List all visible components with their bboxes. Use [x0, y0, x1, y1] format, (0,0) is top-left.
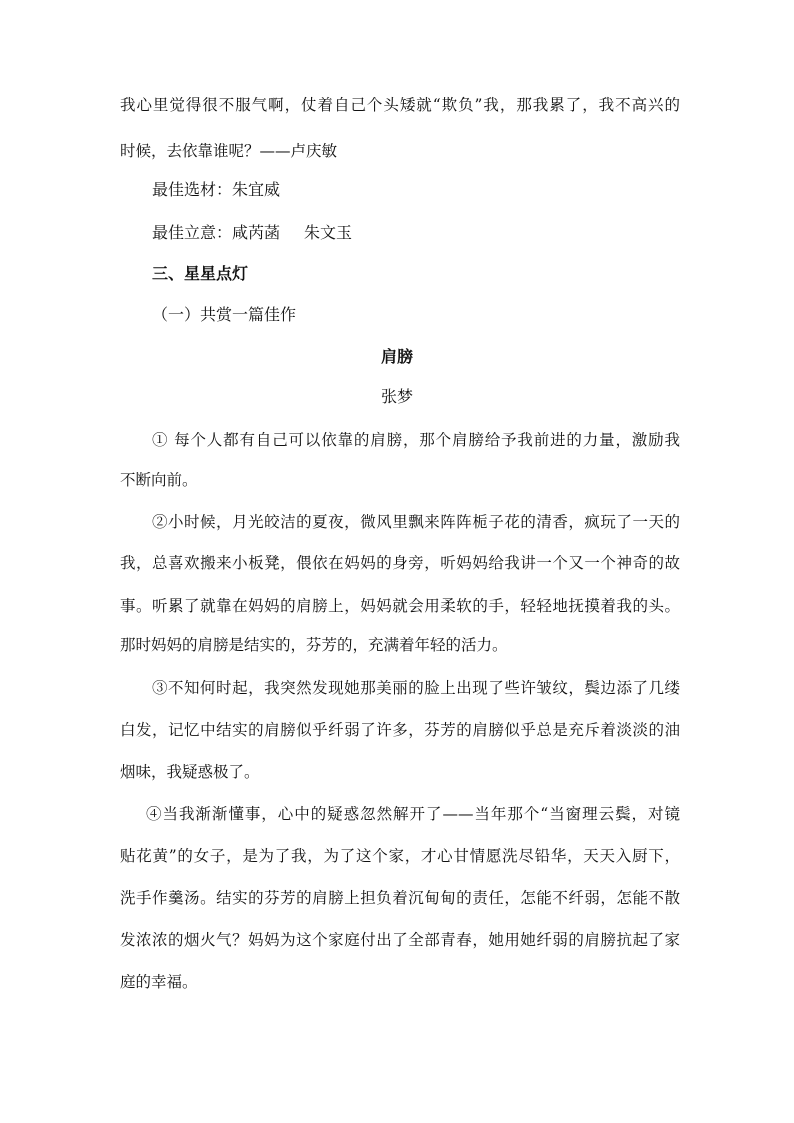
intro-line-2: 时候，去依靠谁呢？——卢庆敏: [120, 142, 338, 160]
essay-p1-line2: 不断向前。: [120, 471, 198, 489]
best-theme-award: 最佳立意：咸芮菡: [152, 223, 281, 242]
subsection-heading: （一）共赏一篇佳作: [152, 305, 297, 324]
essay-p3-line2: 白发，记忆中结实的肩膀似乎纤弱了许多，芬芳的肩膀似乎总是充斥着淡淡的油: [120, 721, 680, 739]
essay-p4-line1: ④当我渐渐懂事，心中的疑惑忽然解开了——当年那个“当窗理云鬓，对镜: [146, 805, 680, 823]
essay-p2-line2: 我，总喜欢搬来小板凳，偎依在妈妈的身旁，听妈妈给我讲一个又一个神奇的故: [120, 554, 680, 572]
essay-p3-line1: ③不知何时起，我突然发现她那美丽的脸上出现了些许皱纹，鬓边添了几缕: [152, 679, 680, 697]
essay-p4-line2: 贴花黄”的女子，是为了我，为了这个家，才心甘情愿洗尽铅华，天天入厨下，: [120, 847, 680, 865]
best-material-award: 最佳选材：朱宜威: [152, 180, 281, 199]
essay-p2-line4: 那时妈妈的肩膀是结实的，芬芳的，充满着年轻的活力。: [120, 636, 508, 654]
essay-title: 肩膀: [380, 347, 413, 366]
essay-p2-line1: ②小时候，月光皎洁的夏夜，微风里飘来阵阵栀子花的清香，疯玩了一天的: [152, 513, 680, 531]
essay-p3-line3: 烟味，我疑惑极了。: [120, 763, 260, 781]
intro-line-1: 我心里觉得很不服气啊，仗着自己个头矮就“欺负”我，那我累了，我不高兴的: [120, 96, 680, 114]
section-heading: 三、星星点灯: [152, 264, 249, 283]
essay-p4-line4: 发浓浓的烟火气？妈妈为这个家庭付出了全部青春，她用她纤弱的肩膀抗起了家: [120, 931, 680, 949]
essay-p4-line3: 洗手作羹汤。结实的芬芳的肩膀上担负着沉甸甸的责任，怎能不纤弱，怎能不散: [120, 889, 680, 907]
essay-author: 张梦: [380, 387, 413, 406]
essay-p2-line3: 事。听累了就靠在妈妈的肩膀上，妈妈就会用柔软的手，轻轻地抚摸着我的头。: [120, 597, 680, 615]
essay-p1-line1: ① 每个人都有自己可以依靠的肩膀，那个肩膀给予我前进的力量，激励我: [152, 431, 680, 449]
essay-p4-line5: 庭的幸福。: [120, 973, 198, 991]
best-theme-second-name: 朱文玉: [304, 223, 353, 242]
